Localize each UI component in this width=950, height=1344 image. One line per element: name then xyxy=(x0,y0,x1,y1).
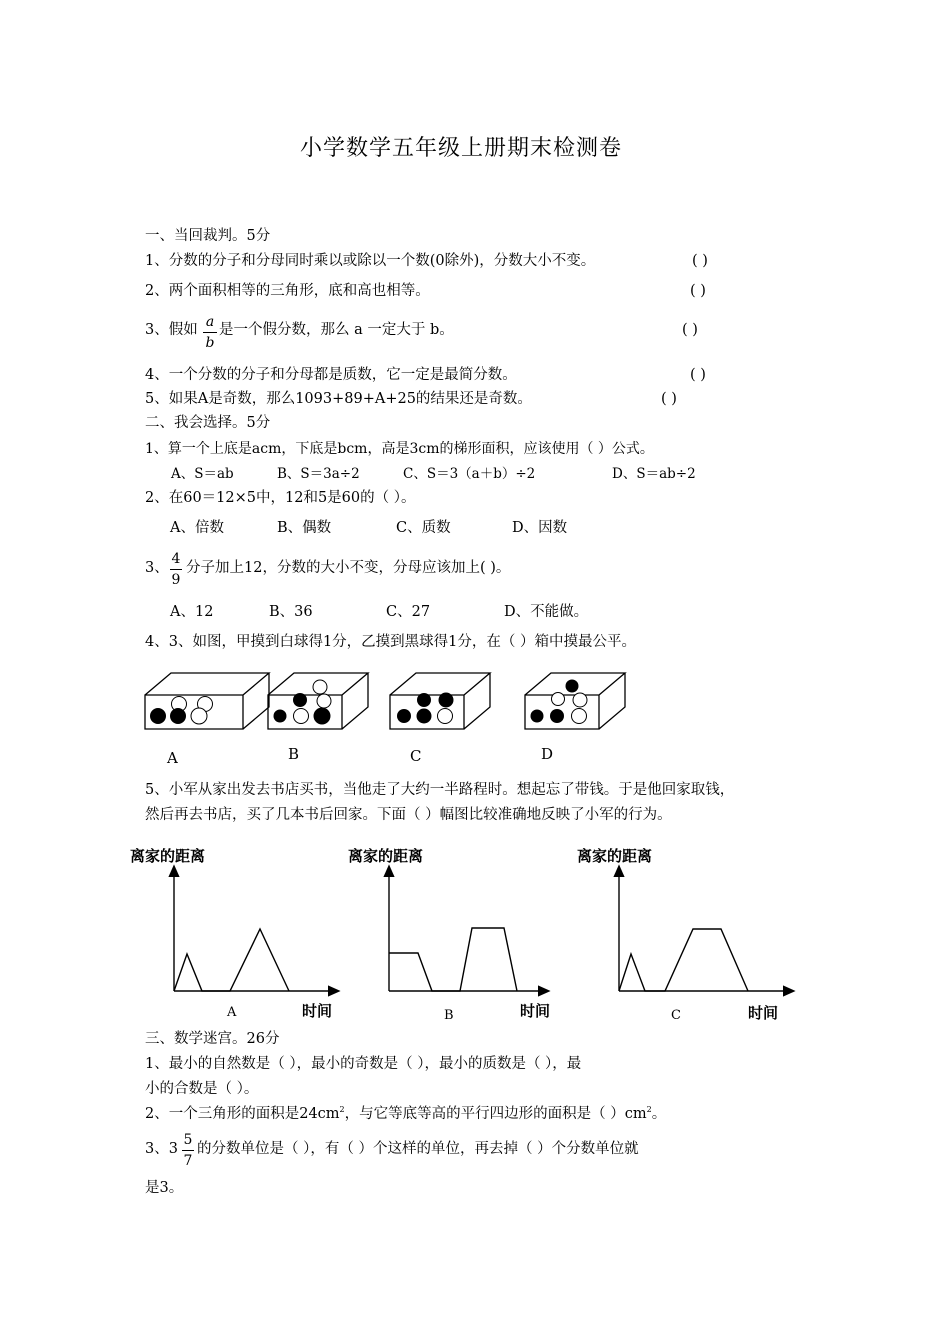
s2-q2-option-a[interactable]: A、倍数 xyxy=(170,520,224,536)
s3-q3-numerator: 5 xyxy=(183,1132,193,1148)
s2-q3-option-b[interactable]: B、36 xyxy=(269,604,313,620)
white-ball xyxy=(438,709,453,724)
box-label-a: A xyxy=(167,749,178,767)
white-ball xyxy=(191,708,207,724)
s3-q2-mid: ，与它等底等高的平行四边形的面积是（ ）cm xyxy=(344,1105,647,1122)
s1-question-4: 4、一个分数的分子和分母都是质数，它一定是最简分数。 xyxy=(145,367,517,383)
graph-a-xlabel: 时间 xyxy=(302,1002,333,1020)
black-ball xyxy=(550,709,564,723)
black-ball xyxy=(417,709,432,724)
box-label-b: B xyxy=(288,745,300,763)
white-ball xyxy=(572,709,587,724)
s2-q1-option-a[interactable]: A、S＝ab xyxy=(171,466,234,482)
black-ball xyxy=(417,693,431,707)
graph-c-ylabel: 离家的距离 xyxy=(577,847,653,865)
s1-q4-answer-blank[interactable]: ( ) xyxy=(690,367,706,383)
s2-question-5-line2: 然后再去书店，买了几本书后回家。下面（ ）幅图比较准确地反映了小军的行为。 xyxy=(145,807,672,823)
black-ball xyxy=(170,708,186,724)
white-ball xyxy=(294,709,309,724)
s1-question-5: 5、如果A是奇数，那么1093+89+A+25的结果还是奇数。 xyxy=(145,391,532,407)
box-c[interactable] xyxy=(390,673,490,729)
black-ball xyxy=(314,708,331,725)
s1-q3-fraction xyxy=(203,315,217,350)
s1-q2-answer-blank[interactable]: ( ) xyxy=(690,283,706,299)
graph-b-line xyxy=(389,928,517,991)
s2-q1-option-b[interactable]: B、S＝3a÷2 xyxy=(277,466,360,482)
section-2-heading: 二、我会选择。5分 xyxy=(145,415,271,431)
s2-q1-option-d[interactable]: D、S＝ab÷2 xyxy=(612,466,696,482)
black-ball xyxy=(150,708,166,724)
s2-q2-option-d[interactable]: D、因数 xyxy=(512,520,568,536)
s2-q3-option-c[interactable]: C、27 xyxy=(386,604,431,620)
s3-question-1-line1: 1、最小的自然数是（ ），最小的奇数是（ ），最小的质数是（ ），最 xyxy=(145,1056,582,1072)
box-b[interactable] xyxy=(268,673,368,729)
s1-q1-answer-blank[interactable]: ( ) xyxy=(692,253,708,269)
graph-b-ylabel: 离家的距离 xyxy=(348,847,424,865)
s2-question-1: 1、算一个上底是acm，下底是bcm，高是3cm的梯形面积，应该使用（ ）公式。 xyxy=(145,441,654,457)
s2-question-4: 4、3、如图，甲摸到白球得1分，乙摸到黑球得1分，在（ ）箱中摸最公平。 xyxy=(145,634,637,650)
black-ball xyxy=(397,709,411,723)
graph-b-id: B xyxy=(444,1008,454,1023)
graph-b-xlabel: 时间 xyxy=(520,1002,551,1020)
black-ball xyxy=(274,710,287,723)
section-3-heading: 三、数学迷宫。26分 xyxy=(145,1031,280,1047)
box-a[interactable] xyxy=(145,673,269,729)
white-ball xyxy=(313,680,327,694)
s2-question-3-text: 分子加上12，分数的大小不变，分母应该加上( )。 xyxy=(186,560,511,576)
section-1-heading: 一、当回裁判。5分 xyxy=(145,228,271,244)
s3-question-1-line2: 小的合数是（ ）。 xyxy=(145,1081,259,1097)
s2-q1-option-c[interactable]: C、S＝3（a＋b）÷2 xyxy=(403,466,536,482)
s2-question-2: 2、在60＝12×5中，12和5是60的（ ）。 xyxy=(145,490,416,506)
graph-c-xlabel: 时间 xyxy=(748,1004,779,1022)
s2-q3-fraction xyxy=(170,552,182,587)
s2-question-3-prefix: 3、 xyxy=(145,560,169,576)
black-ball xyxy=(531,710,544,723)
s3-question-3-line2: 是3。 xyxy=(145,1180,184,1196)
box-d[interactable] xyxy=(525,673,625,729)
white-ball xyxy=(573,693,587,707)
white-ball xyxy=(317,694,331,708)
s3-question-2 xyxy=(145,1105,666,1123)
s2-question-5-line1: 5、小军从家出发去书店买书，当他走了大约一半路程时。想起忘了带钱。于是他回家取钱， xyxy=(145,782,735,798)
graph-c-id: C xyxy=(671,1008,681,1023)
black-ball xyxy=(566,680,579,693)
graph-b[interactable] xyxy=(380,865,580,1005)
s3-q2-sup: 2 xyxy=(339,1105,345,1114)
s1-q3-denominator: b xyxy=(205,335,215,351)
s2-q3-option-a[interactable]: A、12 xyxy=(170,604,214,620)
s2-q2-option-c[interactable]: C、质数 xyxy=(396,520,451,536)
s1-q3-answer-blank[interactable]: ( ) xyxy=(682,322,698,338)
s2-q2-option-b[interactable]: B、偶数 xyxy=(277,520,332,536)
s1-question-3-prefix: 3、假如 xyxy=(145,322,198,338)
box-label-d: D xyxy=(541,745,554,763)
graph-c[interactable] xyxy=(610,865,810,1005)
s3-q2-sup2: 2 xyxy=(646,1105,652,1114)
box-label-c: C xyxy=(410,747,422,765)
s2-q3-denominator: 9 xyxy=(171,572,181,588)
white-ball xyxy=(552,693,565,706)
s2-q3-option-d[interactable]: D、不能做。 xyxy=(504,604,589,620)
s3-q2-pre: 2、一个三角形的面积是24cm xyxy=(145,1105,340,1122)
s3-q2-end: 。 xyxy=(651,1105,667,1122)
s1-question-3-text: 是一个假分数，那么 a 一定大于 b。 xyxy=(219,322,454,338)
s3-question-3-prefix: 3、3 xyxy=(145,1141,178,1157)
black-ball xyxy=(293,693,307,707)
s1-question-2: 2、两个面积相等的三角形，底和高也相等。 xyxy=(145,283,430,299)
s1-question-1: 1、分数的分子和分母同时乘以或除以一个数(0除外)，分数大小不变。 xyxy=(145,253,596,269)
s3-q3-denominator: 7 xyxy=(183,1153,193,1169)
page-title: 小学数学五年级上册期末检测卷 xyxy=(300,136,623,161)
ball-boxes-figure xyxy=(0,664,950,794)
s3-question-3-text: 的分数单位是（ ），有（ ）个这样的单位，再去掉（ ）个分数单位就 xyxy=(197,1141,639,1157)
black-ball xyxy=(439,693,454,708)
s2-q3-numerator: 4 xyxy=(171,551,181,567)
graph-a-id: A xyxy=(227,1005,237,1020)
s1-q5-answer-blank[interactable]: ( ) xyxy=(661,391,677,407)
s3-q3-fraction xyxy=(182,1133,194,1168)
graph-a[interactable] xyxy=(165,865,365,1005)
s1-q3-numerator: a xyxy=(205,314,215,330)
graph-c-line xyxy=(619,929,748,991)
graph-a-ylabel: 离家的距离 xyxy=(130,847,206,865)
graph-a-line xyxy=(174,929,289,991)
